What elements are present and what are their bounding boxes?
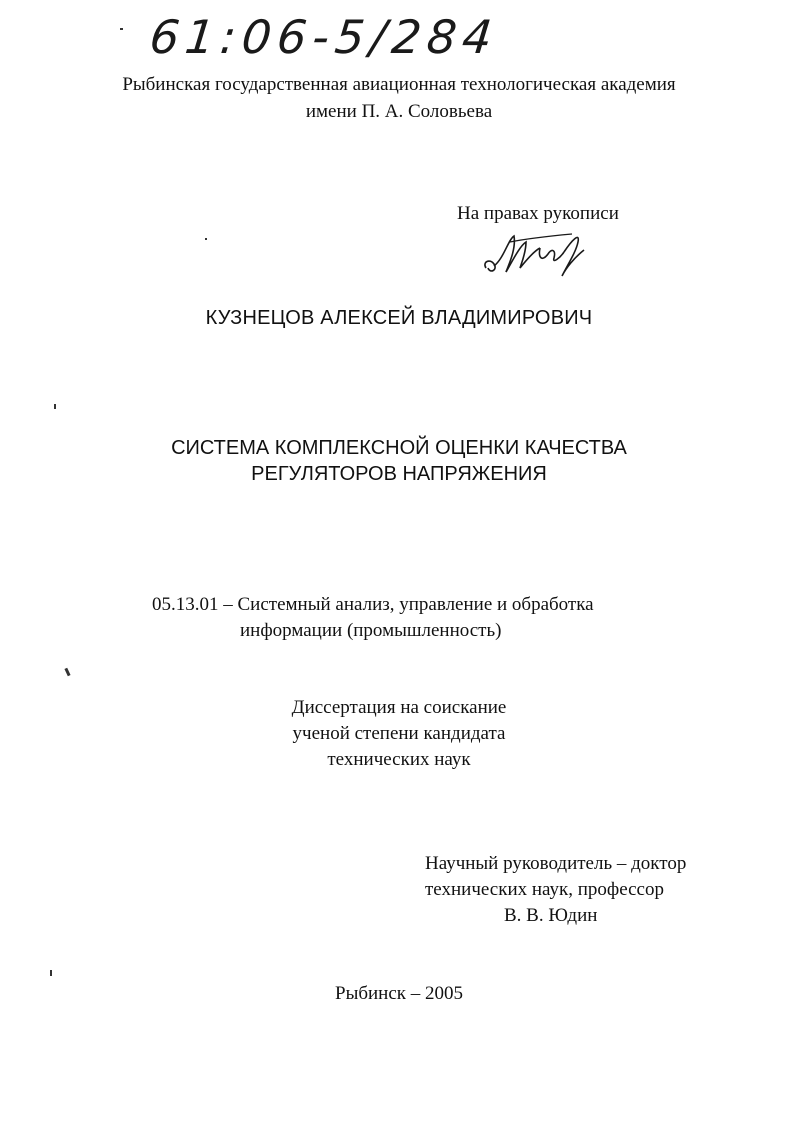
archive-number-handwritten: 61:06-5/284 [147, 10, 501, 64]
supervisor-info: Научный руководитель – доктор [425, 853, 687, 874]
thesis-title-line2: РЕГУЛЯТОРОВ НАПРЯЖЕНИЯ [251, 463, 547, 485]
supervisor-info-line2: технических наук, профессор [425, 879, 664, 900]
signature-icon [480, 228, 590, 285]
scan-speck [64, 668, 70, 677]
institution-name-line2: имени П. А. Соловьева [305, 101, 493, 122]
supervisor-name: В. В. Юдин [504, 905, 598, 926]
author-name: КУЗНЕЦОВ АЛЕКСЕЙ ВЛАДИМИРОВИЧ [205, 307, 593, 329]
city-year: Рыбинск – 2005 [335, 983, 463, 1004]
dissertation-note: Диссертация на соискание [291, 697, 507, 718]
dissertation-note-line3: технических наук [327, 749, 471, 770]
institution-name: Рыбинская государственная авиационная технологическая академия [122, 74, 676, 95]
thesis-title: СИСТЕМА КОМПЛЕКСНОЙ ОЦЕНКИ КАЧЕСТВА [171, 437, 627, 459]
manuscript-rights-note: На правах рукописи [457, 203, 619, 224]
specialty-code-line2: информации (промышленность) [240, 620, 502, 641]
scan-speck [120, 28, 123, 30]
scan-speck [205, 238, 207, 240]
dissertation-note-line2: ученой степени кандидата [292, 723, 506, 744]
scan-speck [50, 970, 52, 976]
scan-speck [54, 404, 56, 409]
specialty-code: 05.13.01 – Системный анализ, управление и обработка [152, 594, 594, 615]
